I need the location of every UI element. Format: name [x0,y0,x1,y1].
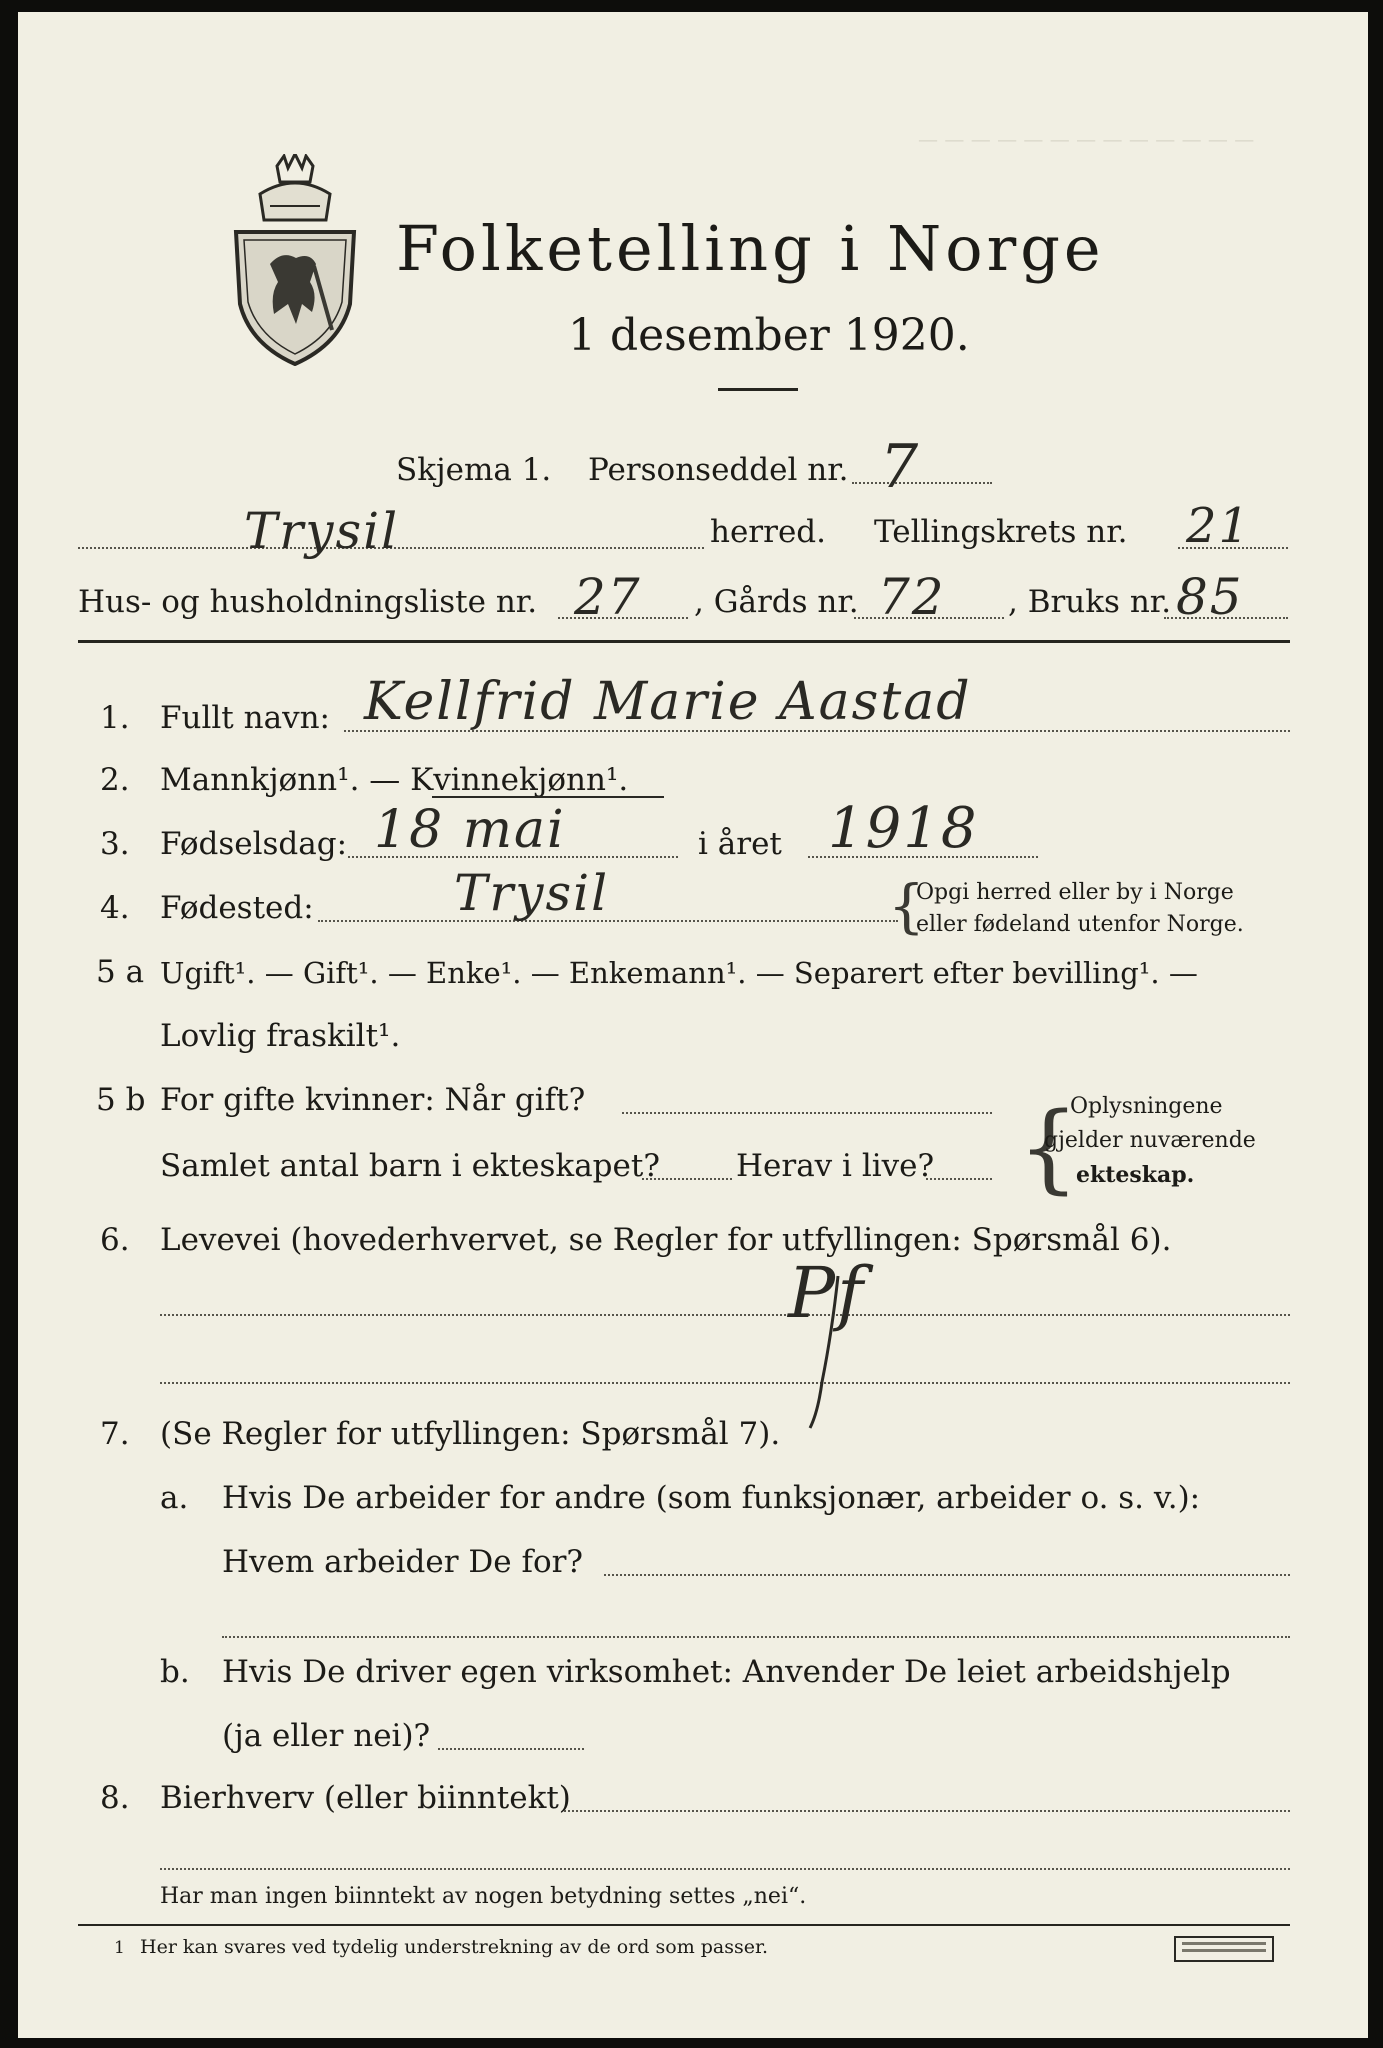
q7a-label-2: Hvem arbeider De for? [222,1544,584,1580]
coat-of-arms-icon [230,154,360,366]
q5a-label-2: Lovlig fraskilt¹. [160,1018,401,1054]
q5b-note-2: gjelder nuværende [1044,1128,1256,1153]
form-date: 1 desember 1920. [568,310,970,361]
q7b-label-2: (ja eller nei)? [222,1718,431,1754]
q7b-line [438,1748,584,1750]
title-divider [718,388,798,391]
q7a-letter: a. [160,1480,189,1516]
q7b-letter: b. [160,1654,190,1690]
q1-label: Fullt navn: [160,700,330,736]
fodested-value: Trysil [454,864,610,922]
tellingskrets-value: 21 [1186,498,1252,554]
gards-value: 72 [878,568,946,626]
levevei-value: Pf [788,1252,866,1334]
q5b-barn-line [642,1178,732,1180]
personseddel-value: 7 [880,432,921,502]
q2-label: Mannkjønn¹. — Kvinnekjønn¹. [160,762,629,798]
printer-stamp [1174,1936,1274,1962]
q3-number: 3. [100,826,130,862]
herred-value: Trysil [244,502,400,560]
fodselsaar-value: 1918 [828,796,979,861]
q3-label: Fødselsdag: [160,826,348,862]
footnote-text: Her kan svares ved tydelig understrekning av de ord som passer. [140,1936,769,1958]
gards-label: , Gårds nr. [694,584,859,620]
footnote-mark: 1 [114,1938,125,1958]
q5b-note-1: Oplysningene [1070,1094,1223,1119]
q5b-note-3: ekteskap. [1076,1162,1195,1188]
bruks-value: 85 [1176,568,1244,626]
fullt-navn-value: Kellfrid Marie Aastad [364,672,972,732]
q7a-label: Hvis De arbeider for andre (som funksjonær, arbeider o. s. v.): [222,1480,1201,1516]
levevei-stroke-mark [798,1272,858,1432]
q1-number: 1. [100,700,130,736]
bleed-through-text: — — — — — — — — — — — — — [918,127,1255,151]
q5a-number: 5 a [96,954,145,990]
census-form-sheet [18,12,1368,2038]
personseddel-line [852,482,992,484]
tellingskrets-label: Tellingskrets nr. [874,514,1128,550]
q5b-number: 5 b [96,1082,146,1118]
form-title: Folketelling i Norge [396,212,1105,285]
q8-line-2 [160,1868,1290,1870]
q4-number: 4. [100,890,130,926]
q5b-label-3: Herav i live? [736,1148,935,1184]
q7b-label: Hvis De driver egen virksomhet: Anvender De leiet arbeidshjelp [222,1654,1231,1690]
q5a-label: Ugift¹. — Gift¹. — Enke¹. — Enkemann¹. — Separert efter bevilling¹. — [160,956,1198,990]
q5b-gift-line [622,1112,992,1114]
q7-number: 7. [100,1416,130,1452]
q5b-label: For gifte kvinner: Når gift? [160,1082,586,1118]
q4-note-1: Opgi herred eller by i Norge [916,880,1234,905]
bruks-label: , Bruks nr. [1008,584,1172,620]
q4-note-2: eller fødeland utenfor Norge. [916,912,1244,937]
q5b-live-line [926,1178,992,1180]
q8-line-1 [564,1810,1290,1812]
footnote-rule [78,1924,1290,1926]
q3-year-label: i året [698,826,782,862]
q5b-brace: { [1018,1092,1080,1204]
q6-line-1 [160,1314,1290,1316]
skjema-label: Skjema 1. [396,452,552,488]
q7-label: (Se Regler for utfyllingen: Spørsmål 7). [160,1416,781,1452]
header-rule [78,640,1290,643]
herred-label: herred. [710,514,826,550]
q8-label: Bierhverv (eller biinntekt) [160,1780,571,1816]
husliste-label: Hus- og husholdningsliste nr. [78,584,538,620]
q7a-line-2 [222,1636,1290,1638]
husliste-value: 27 [574,568,642,626]
personseddel-label: Personseddel nr. [588,452,849,488]
biinntekt-note: Har man ingen biinntekt av nogen betydning settes „nei“. [160,1884,807,1909]
q6-line-2 [160,1382,1290,1384]
q4-brace: { [888,872,925,940]
q7a-line-1 [604,1574,1290,1576]
kvinnekjonn-underline [432,796,664,798]
q6-number: 6. [100,1222,130,1258]
fodselsdag-value: 18 mai [374,800,566,860]
q6-label: Levevei (hovederhvervet, se Regler for utfyllingen: Spørsmål 6). [160,1222,1172,1258]
q5b-label-2: Samlet antal barn i ekteskapet? [160,1148,660,1184]
q8-number: 8. [100,1780,130,1816]
q4-label: Fødested: [160,890,314,926]
q2-number: 2. [100,762,130,798]
